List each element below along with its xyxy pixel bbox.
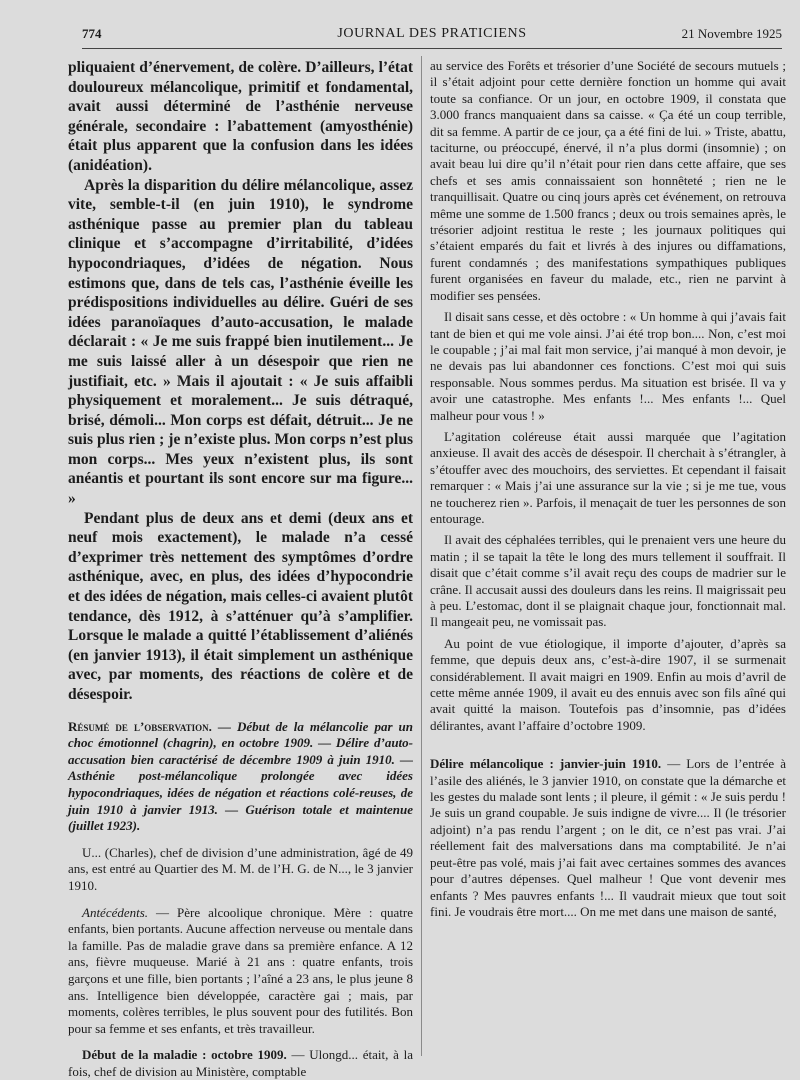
paragraph: pliquaient d’énervement, de colère. D’ailleurs, l’état douloureux mélancolique, primitif et fondamental, avait aussi déterminé de l’asthénie nerveuse générale, secondaire : l’abattement (amyosthénie) était plus apparent que la confusion dans les idées (anidéation). — [68, 59, 413, 174]
right-column — [430, 58, 786, 925]
page-header — [82, 26, 782, 49]
paragraph: L’agitation coléreuse était aussi marquée que l’agitation anxieuse. Il avait des accès de désespoir. Il cherchait à s’étrangler, à s’étouffer avec des mouchoirs, des serviettes. Et cependant il faisait remarquer : « Mais j’ai une assurance sur la vie ; si je me tue, vous ne toucherez rien ». Parfois, il menaçait de tuer les personnes de son entourage. — [430, 428, 786, 526]
paragraph: Après la disparition du délire mélancolique, assez vite, semble-t-il (en juin 1910), le syndrome asthénique passe au premier plan du tableau clinique et s’accompagne d’irritabilité, d’idées hypocondriaques, d’idées de négation. Nous estimons que, dans de tels cas, l’asthénie éveille les prédispositions individuelles au délire. Guéri de ses idées paranoïaques d’auto-accusation, le malade déclarait : « Je me suis frappé bien inutilement... Je me suis laissé aller à un désespoir que rien ne justifiait, etc. » Mais il ajoutait : « Je suis affaibli physiquement et moralement... Je suis détraqué, brisé, démoli... Mon corps est défait, détruit... Je ne suis plus rien ; je n’existe plus. Mon corps n’est plus mon corps... Mes yeux n’existent plus, ils sont anéantis et pourtant ils sont encore sur ma figure... » — [68, 176, 413, 508]
patient-identification: U... (Charles), chef de division d’une administration, âgé de 49 ans, est entré au Quartier des M. M. de l’H. G. de N..., le 3 janvier 1910. — [68, 844, 413, 893]
paragraph: Pendant plus de deux ans et demi (deux ans et neuf mois exactement), le malade n’a cessé d’exprimer très nettement des symptômes d’ordre asthénique, avec, en plus, des idées d’hypocondrie et des idées de négation, mais celles-ci avaient plutôt tendance, dès 1912, à s’atténuer qu’à s’amplifier. Lorsque le malade a quitté l’établissement d’aliénés (en janvier 1913), il était simplement un asthénique avec, par moments, des réactions de colère et de désespoir. — [68, 509, 413, 703]
page-number: 774 — [82, 26, 102, 41]
disease-onset-paragraph — [68, 1047, 413, 1080]
antecedents-text: — Père alcoolique chronique. Mère : quatre enfants, bien portants. Aucune affection nerveuse ou mentale dans la famille. Pas de maladie grave dans sa première enfance. A 12 ans, fièvre muqueuse. Marié à 21 ans : quatre enfants, trois garçons et une fille, bien portants ; l’aîné a 23 ans, le plus jeune 8 ans. Intelligence bien développée, caractère gai ; mais, par moments, colères terribles, le plus souvent pour des futilités. Bon pour sa femme et ses enfants, et très travailleur. — [68, 904, 413, 1036]
left-column — [68, 58, 413, 1080]
antecedents-label: Antécédents. — [82, 904, 149, 920]
antecedents-paragraph — [68, 905, 413, 1038]
disease-onset-text: — Ulongd... était, à la fois, chef de division au Ministère, comptable — [68, 1047, 413, 1079]
observation-summary — [68, 719, 413, 835]
issue-date: 21 Novembre 1925 — [681, 26, 782, 41]
summary-text: Début de la mélancolie par un choc émotionnel (chagrin), en octobre 1909. — Délire d’auto-accusation bien caractérisé de décembre 1909 à juin 1910. — Asthénie post-mélancolique prolongée avec idées hypocondriaques, idées de négation et réactions colé-reuses, de juin 1910 à janvier 1913. — Guérison totale et maintenue (juillet 1923). — [68, 718, 413, 834]
journal-title: JOURNAL DES PRATICIENS — [337, 26, 527, 41]
column-divider — [421, 56, 422, 1056]
paragraph: Au point de vue étiologique, il importe d’ajouter, d’après sa femme, que depuis deux ans, c’est-à-dire 1907, il se surmenait considérablement. Il avait maigri en 1909. Enfin au mois d’avril de cette même année 1909, il avait eu des ennuis avec son fils aîné qui avait quitté la maison. Toutefois pas d’insomnie, pas d’idées délirantes, avant l’affaire d’octobre 1909. — [430, 635, 786, 733]
paragraph: au service des Forêts et trésorier d’une Société de secours mutuels ; il s’était adjoint pour cette dernière fonction un homme qui avait toute sa confiance. Or un jour, en octobre 1909, il constata que 3.000 francs manquaient dans sa caisse. « Ça été un coup terrible, dit sa femme. A partir de ce jour, ça a été fini de lui. » Triste, abattu, taciturne, ou préoccupé, énervé, il n’a plus dormi (insomnie) ; on avait beau lui dire qu’il n’était pour rien dans cette affaire, que ses chefs et ses amis connaissaient son honnêteté ; rien ne le tranquillisait. Quatre ou cinq jours après cet événement, on retrouva même une somme de 1.500 francs ; deux ou trois semaines après, le trésorier adjoint restitua le reste ; les journaux politiques qui s’étaient emparés du fait et livrés à des injures ou diffamations, furent condamnés ; des manifestations sympathiques publiques furent organisées en faveur du malade, etc., rien ne parvint à modifier ses pensées. — [430, 58, 786, 303]
summary-label: Résumé de l’observation. — — [68, 718, 231, 734]
disease-onset-label: Début de la maladie : octobre 1909. — [82, 1047, 287, 1063]
paragraph: Il disait sans cesse, et dès octobre : « Un homme à qui j’avais fait tant de bien et qui me vole ainsi. J’ai été trop bon.... Non, c’est moi le coupable ; j’ai mal fait mon service, j’ai manqué à mon devoir, je ne devais pas lui abandonner ces fonctions. C’est moi qui suis responsable. Nous sommes perdus. Ma situation est brisée. Il va y avoir une catastrophe. Mes enfants !... Mes enfants !... Quel malheur pour vous ! » — [430, 309, 786, 423]
paragraph: Il avait des céphalées terribles, qui le prenaient vers une heure du matin ; il se tapait la tête le long des murs tellement il souffrait. Il disait que c’était comme s’il avait reçu des coups de madrier sur le crâne. Il accusait aussi des douleurs dans les reins. Il maigrissait peu à peu. L’estomac, dont il se plaignait chaque jour, fonctionnait mal. Il mangeait peu, ne vomissait pas. — [430, 532, 786, 630]
melancholic-delirium-section — [430, 756, 786, 920]
section-heading: Délire mélancolique : janvier-juin 1910. — [430, 756, 662, 772]
section-text: — Lors de l’entrée à l’asile des aliénés, le 3 janvier 1910, on constate que la démarche et les gestes du malade sont lents ; il pleure, il gémit : « Je suis perdu ! Je suis un grand coupable. Je suis indigne de vivre.... Il (le trésorier adjoint) n’a pas rendu l’argent ; on le dit, ce n’est pas vrai. J’ai réellement fait des malversations dans ma comptabilité. Je n’ai peut-être pas volé, mais j’ai fait avec certaines sommes des avances pour d’autres dépenses. Quel malheur ! Que vont devenir mes enfants ? Mes pauvres enfants !... Il vaudrait mieux que tout soit fini. Je voudrais être mort.... On me met dans une maison de santé, — [430, 756, 787, 919]
